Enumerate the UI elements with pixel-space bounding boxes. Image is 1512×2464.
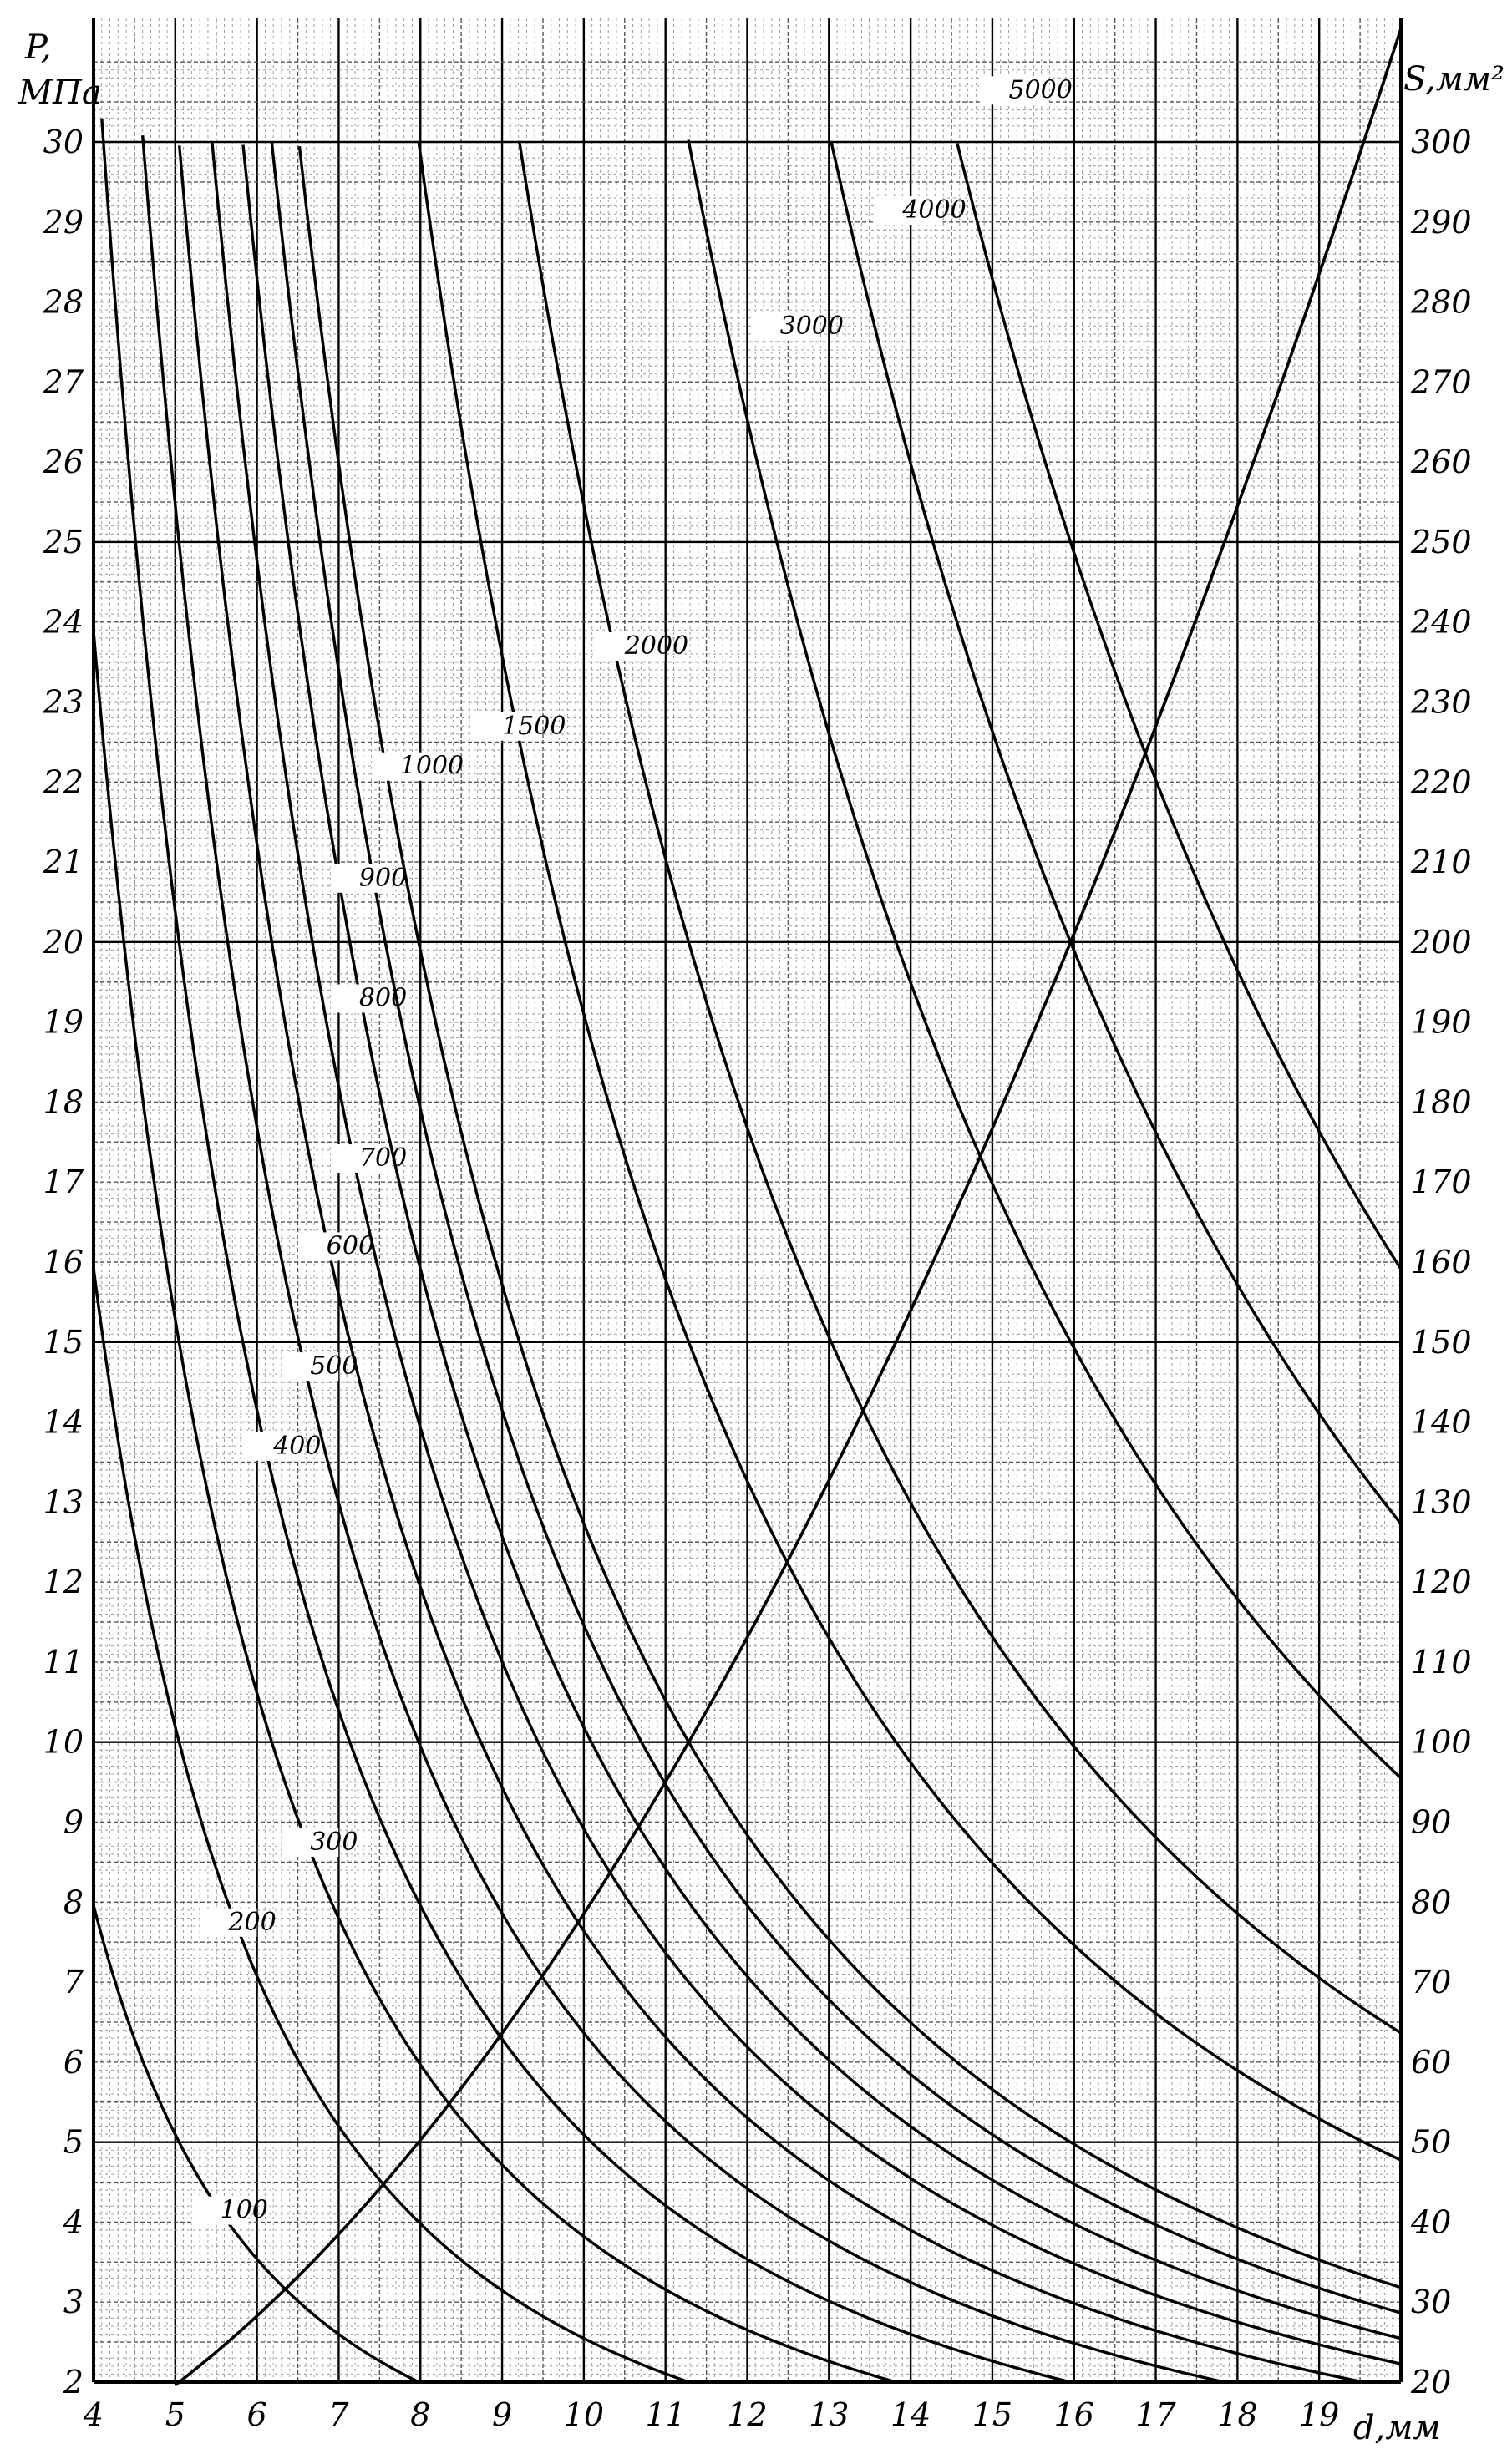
y-right-tick-label: 280 xyxy=(1411,283,1472,321)
curve-label-600: 600 xyxy=(326,1231,375,1261)
x-tick-label: 14 xyxy=(890,2396,931,2433)
y-left-tick-label: 20 xyxy=(43,923,84,961)
y-right-tick-label: 80 xyxy=(1411,1883,1452,1921)
y-left-tick-label: 6 xyxy=(63,2043,84,2081)
y-left-tick-label: 17 xyxy=(43,1164,84,1201)
y-right-tick-label: 150 xyxy=(1411,1323,1472,1361)
y-right-tick-label: 170 xyxy=(1411,1164,1472,1201)
y-left-tick-label: 30 xyxy=(43,124,84,160)
curve-label-700: 700 xyxy=(358,1143,408,1174)
y-right-tick-label: 190 xyxy=(1411,1003,1472,1041)
y-left-tick-label: 21 xyxy=(43,844,84,881)
x-tick-label: 11 xyxy=(645,2396,686,2433)
x-tick-label: 9 xyxy=(491,2396,513,2433)
y-left-tick-label: 29 xyxy=(43,203,84,241)
curve-label-200: 200 xyxy=(228,1907,277,1937)
y-left-tick-label: 9 xyxy=(63,1803,84,1841)
y-right-tick-label: 110 xyxy=(1411,1643,1472,1681)
y-left-tick-label: 16 xyxy=(43,1244,84,1280)
x-tick-label: 12 xyxy=(727,2396,768,2433)
y-right-tick-label: 200 xyxy=(1411,923,1472,961)
y-right-tick-label: 230 xyxy=(1411,683,1472,721)
curve-label-2000: 2000 xyxy=(624,631,689,662)
y-right-tick-label: 240 xyxy=(1411,603,1472,641)
y-left-tick-label: 14 xyxy=(43,1403,84,1441)
y-left-tick-label: 22 xyxy=(43,763,84,801)
curve-label-500: 500 xyxy=(310,1351,358,1382)
x-tick-label: 7 xyxy=(328,2396,349,2433)
y-left-tick-label: 13 xyxy=(43,1483,84,1521)
x-tick-label: 13 xyxy=(809,2396,850,2433)
x-tick-label: 6 xyxy=(246,2396,267,2433)
y-left-tick-label: 7 xyxy=(63,1964,84,2001)
x-axis-title: d,мм xyxy=(1353,2409,1441,2447)
y-left-tick-label: 23 xyxy=(43,683,84,721)
curve-label-4000: 4000 xyxy=(902,195,967,225)
y-right-tick-label: 210 xyxy=(1411,844,1472,881)
y-left-tick-label: 25 xyxy=(43,523,84,560)
y-right-axis-title: S,мм² xyxy=(1403,60,1505,99)
x-tick-label: 10 xyxy=(563,2396,605,2433)
y-right-tick-label: 180 xyxy=(1411,1083,1472,1121)
y-right-tick-label: 270 xyxy=(1411,363,1472,401)
y-left-tick-label: 11 xyxy=(43,1643,84,1681)
x-tick-label: 8 xyxy=(410,2396,431,2433)
y-right-tick-label: 50 xyxy=(1411,2123,1452,2161)
y-left-tick-label: 4 xyxy=(63,2203,84,2241)
y-right-tick-label: 60 xyxy=(1411,2043,1452,2081)
y-right-tick-label: 300 xyxy=(1411,124,1472,160)
y-left-tick-label: 28 xyxy=(43,283,84,321)
y-right-tick-label: 260 xyxy=(1411,444,1472,481)
y-left-tick-label: 10 xyxy=(43,1723,84,1761)
curve-label-100: 100 xyxy=(220,2195,268,2225)
y-left-tick-label: 24 xyxy=(43,603,84,641)
y-right-tick-label: 30 xyxy=(1411,2284,1452,2321)
y-left-tick-label: 15 xyxy=(43,1323,84,1361)
x-tick-label: 17 xyxy=(1135,2396,1176,2433)
y-right-tick-label: 70 xyxy=(1411,1964,1452,2001)
curve-label-1000: 1000 xyxy=(399,751,464,781)
y-right-tick-label: 130 xyxy=(1411,1483,1472,1521)
curve-label-300: 300 xyxy=(310,1828,358,1858)
y-right-tick-label: 90 xyxy=(1411,1803,1452,1841)
y-left-tick-label: 27 xyxy=(43,363,84,401)
curve-label-1500: 1500 xyxy=(502,711,566,741)
y-left-tick-label: 19 xyxy=(43,1003,84,1041)
y-left-tick-label: 26 xyxy=(43,444,84,481)
y-right-tick-label: 140 xyxy=(1411,1403,1472,1441)
x-tick-label: 5 xyxy=(165,2396,185,2433)
y-right-tick-label: 250 xyxy=(1411,523,1472,560)
curve-label-800: 800 xyxy=(358,983,408,1013)
y-left-tick-label: 3 xyxy=(63,2284,84,2321)
x-tick-label: 4 xyxy=(83,2396,104,2433)
x-tick-label: 15 xyxy=(972,2396,1013,2433)
y-left-tick-label: 18 xyxy=(43,1083,84,1121)
y-left-axis-title-line2: МПа xyxy=(18,74,102,112)
y-left-tick-label: 8 xyxy=(63,1883,84,1921)
curve-label-900: 900 xyxy=(358,863,408,893)
x-tick-label: 16 xyxy=(1053,2396,1094,2433)
curve-label-3000: 3000 xyxy=(779,311,844,341)
y-right-tick-label: 100 xyxy=(1411,1723,1472,1761)
curve-label-400: 400 xyxy=(273,1431,322,1461)
y-left-axis-title-line1: P, xyxy=(25,28,52,67)
x-tick-label: 18 xyxy=(1217,2396,1258,2433)
x-tick-label: 19 xyxy=(1299,2396,1340,2433)
y-right-tick-label: 290 xyxy=(1411,203,1472,241)
y-right-tick-label: 20 xyxy=(1411,2364,1452,2401)
y-left-tick-label: 5 xyxy=(63,2123,84,2161)
y-left-tick-label: 2 xyxy=(63,2364,84,2401)
y-right-tick-label: 220 xyxy=(1411,763,1472,801)
y-right-tick-label: 40 xyxy=(1411,2203,1452,2241)
y-right-tick-label: 160 xyxy=(1411,1244,1472,1280)
y-right-tick-label: 120 xyxy=(1411,1564,1472,1601)
y-left-tick-label: 12 xyxy=(43,1564,84,1601)
curve-label-5000: 5000 xyxy=(1008,75,1073,105)
